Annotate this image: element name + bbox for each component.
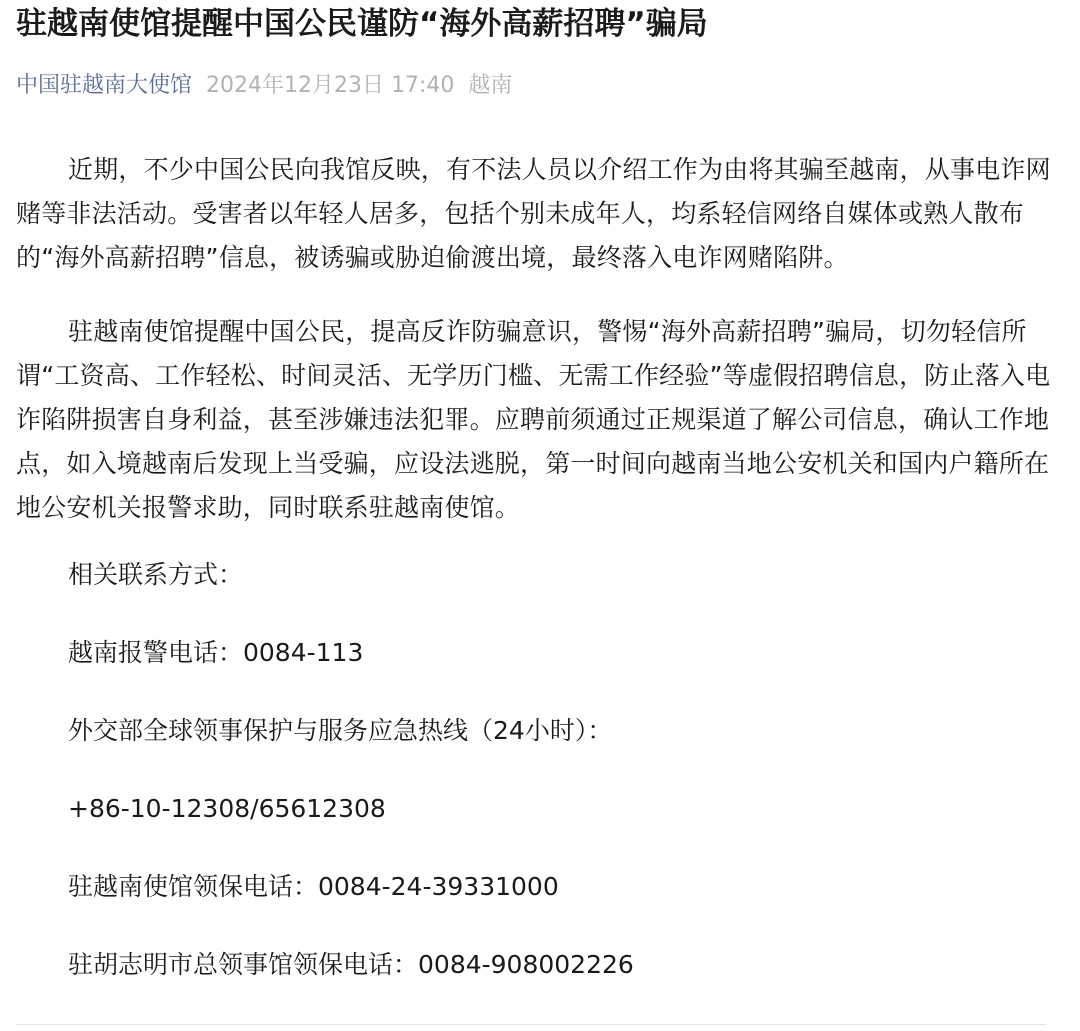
vietnam-police-phone: 越南报警电话：0084-113 bbox=[68, 638, 364, 667]
publish-time: 2024年12月23日 17:40 bbox=[206, 73, 455, 98]
embassy-phone: 驻越南使馆领保电话：0084-24-39331000 bbox=[68, 872, 559, 901]
mfa-hotline-number: +86-10-12308/65612308 bbox=[68, 794, 386, 823]
paragraph-intro: 近期，不少中国公民向我馆反映，有不法人员以介绍工作为由将其骗至越南，从事电诈网赌等非法活动。受害者以年轻人居多，包括个别未成年人，均系轻信网络自媒体或熟人散布的“海外高薪招聘”信息，被诱骗或胁迫偷渡出境，最终落入电诈网赌陷阱。 bbox=[16, 155, 1051, 272]
article-title: 驻越南使馆提醒中国公民谨防“海外高薪招聘”骗局 bbox=[16, 6, 708, 42]
hcmc-consulate-phone: 驻胡志明市总领事馆领保电话：0084-908002226 bbox=[68, 950, 634, 979]
article-meta bbox=[16, 70, 512, 102]
paragraph-reminder: 驻越南使馆提醒中国公民，提高反诈防骗意识，警惕“海外高薪招聘”骗局，切勿轻信所谓“工资高、工作轻松、时间灵活、无学历门槛、无需工作经验”等虚假招聘信息，防止落入电诈陷阱损害自身利益，甚至涉嫌违法犯罪。应聘前须通过正规渠道了解公司信息，确认工作地点，如入境越南后发现上当受骗，应设法逃脱，第一时间向越南当地公安机关和国内户籍所在地公安机关报警求助，同时联系驻越南使馆。 bbox=[16, 317, 1051, 522]
publish-location: 越南 bbox=[468, 73, 513, 98]
bottom-divider bbox=[16, 1024, 1046, 1025]
mfa-hotline-label: 外交部全球领事保护与服务应急热线（24小时）： bbox=[68, 716, 613, 745]
account-name-link[interactable]: 中国驻越南大使馆 bbox=[16, 73, 193, 98]
contacts-heading: 相关联系方式： bbox=[68, 560, 244, 589]
